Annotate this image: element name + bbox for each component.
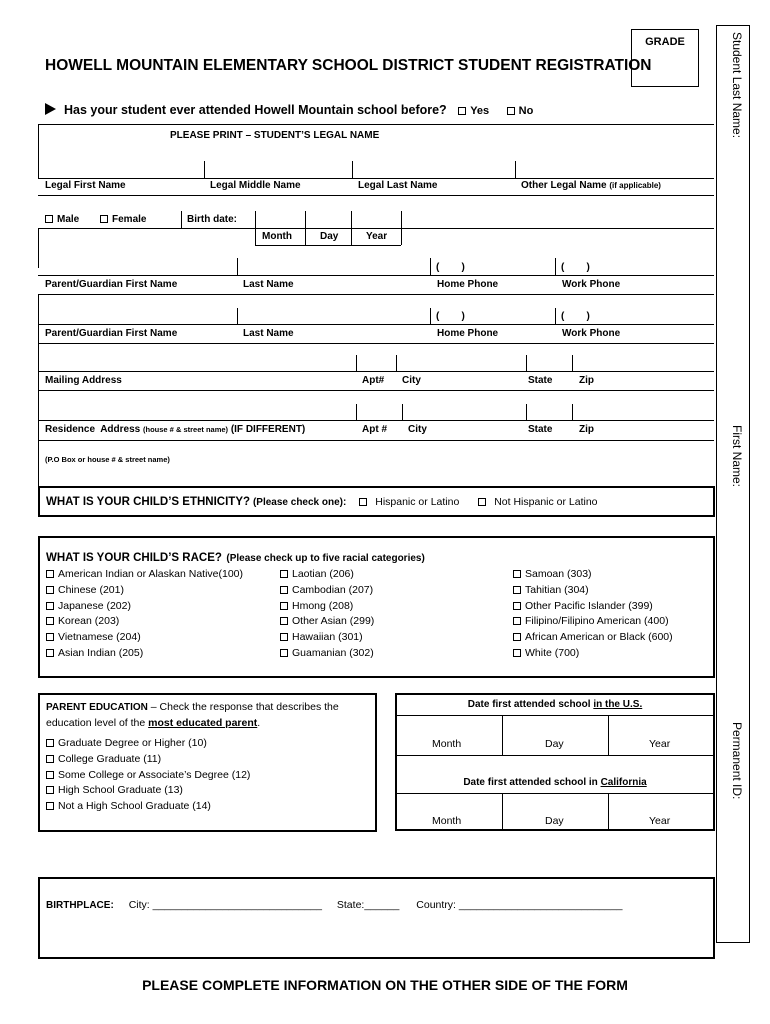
race-col-1 (46, 567, 243, 662)
edu-option[interactable] (46, 783, 250, 799)
race-checkbox[interactable] (513, 570, 521, 578)
birthplace-section (38, 877, 715, 959)
residence-state-label: State (528, 424, 553, 435)
edu-checkbox[interactable] (46, 771, 54, 779)
page-title: HOWELL MOUNTAIN ELEMENTARY SCHOOL DISTRICT STUDENT REGISTRATION (45, 57, 652, 74)
guardian1-home-label: Home Phone (437, 279, 499, 290)
race-label: Japanese (202) (58, 599, 131, 612)
race-checkbox[interactable] (513, 649, 521, 657)
mailing-address-label: Mailing Address (45, 375, 122, 386)
race-col-2 (280, 567, 374, 662)
us-date-heading (397, 699, 713, 710)
guardian1-home-paren: ( ) (436, 262, 465, 273)
parent-edu-desc (46, 700, 376, 731)
ca-date-prefix: Date first attended school in (463, 777, 601, 788)
race-label: Korean (203) (58, 615, 120, 628)
ca-month-label: Month (432, 815, 462, 827)
race-option[interactable] (280, 646, 374, 662)
us-year-label: Year (649, 738, 671, 750)
edu-option[interactable] (46, 736, 250, 752)
edu-label: College Graduate (11) (58, 752, 162, 765)
us-date-prefix: Date first attended school (467, 699, 594, 710)
race-checkbox[interactable] (46, 649, 54, 657)
birth-year-label: Year (366, 231, 388, 242)
yes-checkbox[interactable] (458, 107, 466, 115)
most-educated-parent: most educated parent (148, 716, 258, 729)
race-option[interactable] (46, 646, 243, 662)
race-label: Chinese (201) (58, 583, 124, 596)
ethnicity-section (38, 486, 715, 517)
race-checkbox[interactable] (46, 570, 54, 578)
legal-first-name-label: Legal First Name (45, 180, 126, 191)
race-instruction: (Please check up to five racial categories) (226, 553, 425, 564)
student-last-name-label: Student Last Name: (730, 32, 744, 139)
race-label: Filipino/Filipino American (400) (525, 615, 669, 628)
race-option[interactable] (280, 567, 374, 583)
birthplace-city[interactable]: City: _____________________________ (128, 899, 322, 911)
edu-label: High School Graduate (13) (58, 784, 183, 797)
us-day-label: Day (545, 738, 564, 750)
parent-edu-heading: PARENT EDUCATION (46, 702, 148, 713)
permanent-id-label: Permanent ID: (730, 722, 744, 800)
guardian2-home-paren: ( ) (436, 311, 465, 322)
gender-row (45, 214, 146, 225)
race-label: African American or Black (600) (525, 631, 673, 644)
race-label: Cambodian (207) (292, 583, 374, 596)
race-label: American Indian or Alaskan Native(100) (58, 568, 244, 580)
ca-date-link: California (600, 777, 647, 788)
edu-option[interactable] (46, 799, 250, 815)
race-checkbox[interactable] (513, 633, 521, 641)
edu-checkbox[interactable] (46, 802, 54, 810)
race-option[interactable] (46, 630, 243, 646)
residence-apt-label: Apt # (362, 424, 387, 435)
race-option[interactable] (280, 614, 374, 630)
hispanic-checkbox[interactable] (359, 498, 367, 506)
birthplace-label: BIRTHPLACE: (46, 900, 114, 911)
residence-address-label (45, 424, 305, 435)
guardian1-first-label: Parent/Guardian First Name (45, 279, 178, 290)
mailing-state-label: State (528, 375, 553, 386)
guardian2-work-paren: ( ) (561, 311, 590, 322)
residence-zip-label: Zip (579, 424, 594, 435)
race-checkbox[interactable] (280, 586, 288, 594)
race-label: Other Pacific Islander (399) (525, 599, 653, 612)
race-label: Samoan (303) (525, 568, 592, 580)
parent-edu-desc2: education level of the (46, 716, 149, 729)
parent-edu-options (46, 736, 250, 815)
ca-date-heading (397, 777, 713, 788)
hispanic-label: Hispanic or Latino (375, 496, 460, 508)
race-option[interactable] (46, 614, 243, 630)
race-option[interactable] (513, 567, 673, 583)
not-hispanic-label: Not Hispanic or Latino (494, 496, 598, 508)
ethnicity-instruction: (Please check one): (252, 497, 347, 508)
race-label: Hawaiian (301) (292, 631, 363, 644)
dates-section (395, 693, 715, 831)
ca-day-label: Day (545, 815, 564, 827)
birthplace-row (46, 899, 622, 911)
race-checkbox[interactable] (280, 649, 288, 657)
footer-note: PLEASE COMPLETE INFORMATION ON THE OTHER SIDE OF THE FORM (142, 977, 628, 993)
race-option[interactable] (513, 630, 673, 646)
guardian2-home-label: Home Phone (437, 328, 499, 339)
male-label: Male (57, 214, 80, 225)
race-option[interactable] (280, 630, 374, 646)
race-checkbox[interactable] (46, 586, 54, 594)
male-checkbox[interactable] (45, 215, 53, 223)
race-checkbox[interactable] (280, 602, 288, 610)
race-checkbox[interactable] (46, 633, 54, 641)
yes-label: Yes (470, 105, 490, 117)
mailing-city-label: City (402, 375, 421, 386)
birth-day-label: Day (320, 231, 339, 242)
edu-checkbox[interactable] (46, 739, 54, 747)
race-question: WHAT IS YOUR CHILD’S RACE? (46, 552, 222, 564)
po-box-note: (P.O Box or house # & street name) (45, 455, 170, 464)
first-name-label: First Name: (730, 425, 744, 488)
guardian1-work-label: Work Phone (562, 279, 621, 290)
legal-middle-name-label: Legal Middle Name (210, 180, 301, 191)
attended-question: Has your student ever attended Howell Mountain school before? (64, 103, 447, 117)
race-option[interactable] (513, 646, 673, 662)
race-option[interactable] (280, 583, 374, 599)
race-label: Guamanian (302) (292, 646, 374, 659)
race-label: Tahitian (304) (525, 583, 589, 596)
edu-checkbox[interactable] (46, 786, 54, 794)
race-col-3 (513, 567, 673, 662)
birthplace-country[interactable]: Country: ____________________________ (416, 899, 623, 911)
race-option[interactable] (513, 599, 673, 615)
other-legal-name-text: Other Legal Name (521, 180, 607, 191)
race-option[interactable] (46, 599, 243, 615)
guardian1-work-paren: ( ) (561, 262, 590, 273)
not-hispanic-checkbox[interactable] (478, 498, 486, 506)
grade-label: GRADE (645, 36, 685, 48)
other-legal-name-note: (if applicable) (609, 181, 661, 190)
race-checkbox[interactable] (280, 570, 288, 578)
mailing-zip-label: Zip (579, 375, 594, 386)
race-option[interactable] (513, 583, 673, 599)
race-checkbox[interactable] (280, 633, 288, 641)
guardian2-first-label: Parent/Guardian First Name (45, 328, 178, 339)
edu-checkbox[interactable] (46, 755, 54, 763)
grade-box[interactable] (631, 29, 699, 87)
birth-month-label: Month (262, 231, 292, 242)
race-label: Other Asian (299) (292, 615, 375, 628)
race-label: Hmong (208) (292, 599, 354, 612)
edu-label: Not a High School Graduate (14) (58, 800, 211, 813)
birthplace-state[interactable]: State:______ (336, 899, 400, 911)
no-checkbox[interactable] (507, 107, 515, 115)
us-date-link: in the U.S. (593, 699, 643, 710)
guardian2-last-label: Last Name (243, 328, 294, 339)
us-month-label: Month (432, 738, 462, 750)
parent-edu-period: . (257, 716, 261, 729)
race-label: Laotian (206) (292, 568, 354, 580)
race-checkbox[interactable] (46, 602, 54, 610)
residence-if-different: (IF DIFFERENT) (230, 424, 306, 435)
race-label: Vietnamese (204) (58, 631, 141, 644)
birth-date-label: Birth date: (187, 214, 237, 225)
race-option[interactable] (280, 599, 374, 615)
arrow-icon (45, 103, 56, 115)
parent-education-section (38, 693, 377, 832)
race-checkbox[interactable] (513, 617, 521, 625)
race-section (38, 536, 715, 678)
guardian1-last-label: Last Name (243, 279, 294, 290)
race-label: White (700) (525, 646, 580, 659)
residence-city-label: City (408, 424, 427, 435)
mailing-apt-label: Apt# (362, 375, 385, 386)
guardian2-work-label: Work Phone (562, 328, 621, 339)
no-label: No (518, 105, 534, 117)
ca-year-label: Year (649, 815, 671, 827)
ethnicity-row (46, 496, 598, 508)
legal-last-name-label: Legal Last Name (358, 180, 438, 191)
race-option[interactable] (46, 567, 243, 583)
edu-option[interactable] (46, 768, 250, 784)
attended-question-row (45, 103, 533, 117)
edu-option[interactable] (46, 752, 250, 768)
ethnicity-question: WHAT IS YOUR CHILD’S ETHNICITY? (46, 496, 251, 508)
race-checkbox[interactable] (513, 586, 521, 594)
other-legal-name-label (521, 180, 661, 191)
parent-edu-desc1: – Check the response that describes the (147, 701, 339, 713)
race-heading (46, 548, 425, 566)
race-checkbox[interactable] (513, 602, 521, 610)
edu-label: Graduate Degree or Higher (10) (58, 737, 207, 749)
race-checkbox[interactable] (46, 617, 54, 625)
female-checkbox[interactable] (100, 215, 108, 223)
race-checkbox[interactable] (280, 617, 288, 625)
residence-text: Residence Address (45, 424, 141, 435)
legal-name-heading: PLEASE PRINT – STUDENT’S LEGAL NAME (170, 130, 380, 141)
race-label: Asian Indian (205) (58, 646, 144, 659)
female-label: Female (112, 214, 147, 225)
residence-note: (house # & street name) (143, 425, 229, 434)
race-option[interactable] (46, 583, 243, 599)
race-option[interactable] (513, 614, 673, 630)
edu-label: Some College or Associate’s Degree (12) (58, 768, 251, 781)
